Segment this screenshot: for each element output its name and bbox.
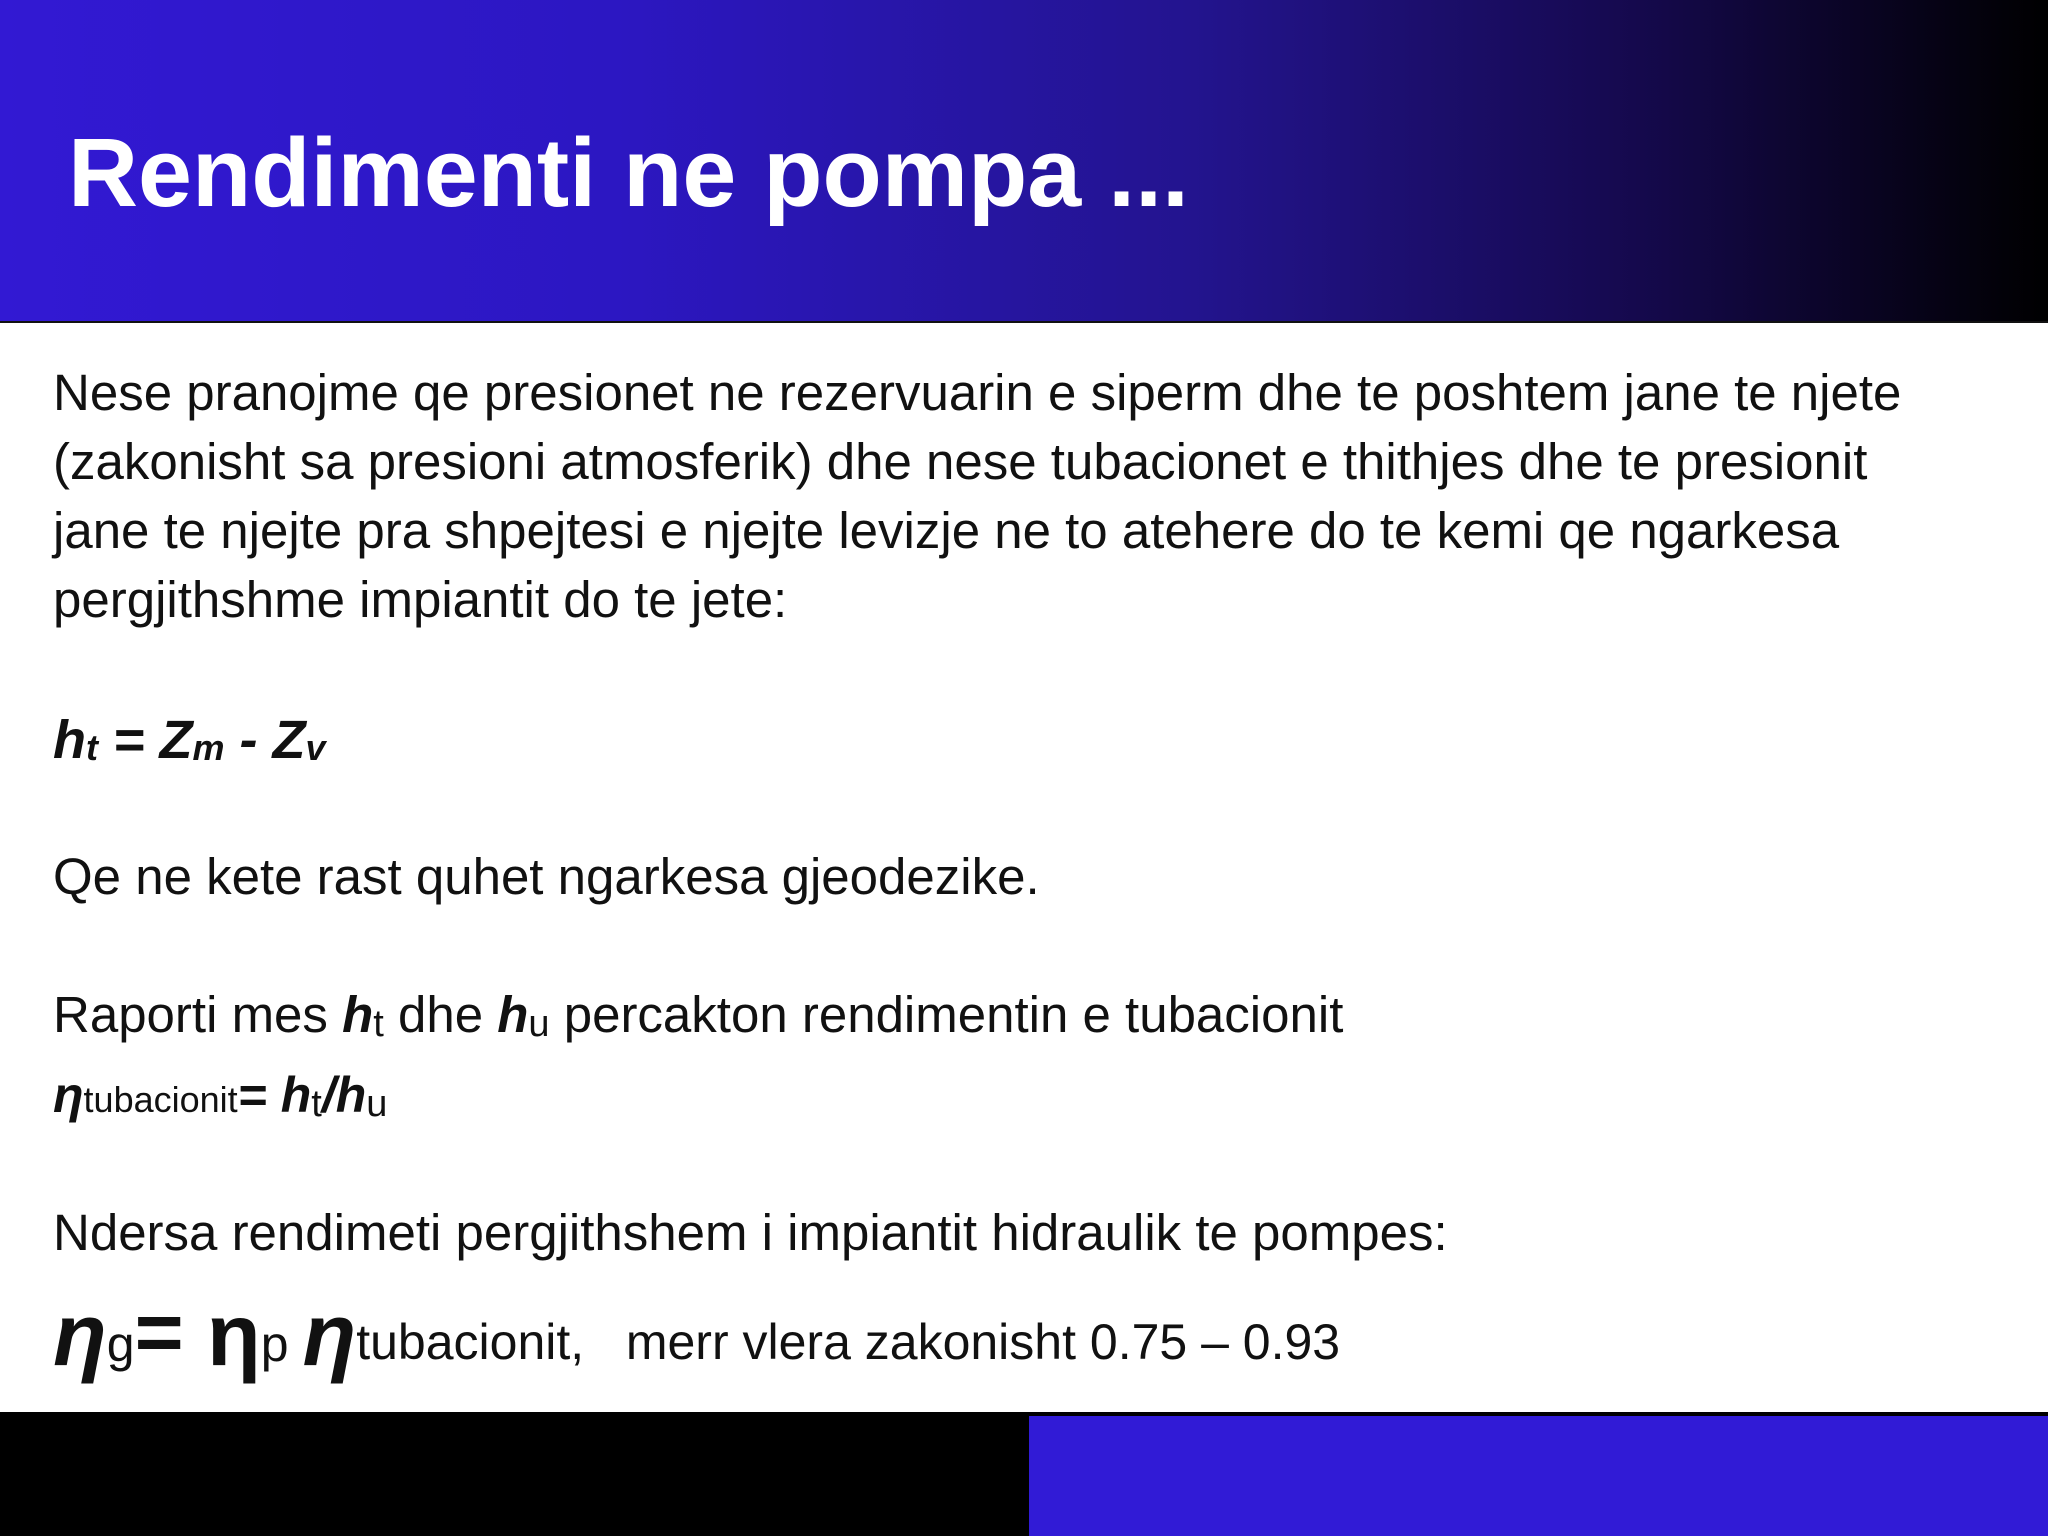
footer-black-band	[0, 1412, 1026, 1536]
ratio-line	[53, 980, 1343, 1059]
eta-tubacionit-formula	[53, 1060, 387, 1139]
eta-t-symbol: η	[302, 1285, 357, 1384]
eta-sub-t: t	[311, 1083, 322, 1125]
ratio-sub-t: t	[373, 1003, 384, 1045]
ratio-suffix: percakton rendimentin e tubacionit	[549, 986, 1344, 1043]
formula-h: h	[53, 710, 86, 770]
ratio-dhe: dhe	[383, 986, 498, 1043]
ratio-h1: h	[342, 986, 374, 1043]
slide-title: Rendimenti ne pompa ...	[68, 118, 1189, 227]
eta-eq-h: = h	[237, 1067, 312, 1123]
eta-g-sub: g	[106, 1316, 135, 1372]
geodetic-head-line: Qe ne kete rast quhet ngarkesa gjeodezike.	[53, 848, 1040, 905]
formula-eq-z: = Z	[98, 710, 193, 770]
slide-body	[53, 358, 1973, 634]
header-band	[0, 0, 2048, 323]
formula-sub-v: v	[305, 727, 326, 768]
final-range-text: merr vlera zakonisht 0.75 – 0.93	[584, 1314, 1341, 1370]
ratio-sub-u: u	[528, 1003, 550, 1045]
eta-g-symbol: η	[53, 1285, 107, 1384]
eta-symbol: η	[53, 1067, 84, 1123]
footer-blue-band	[1026, 1412, 2048, 1536]
ratio-h2: h	[497, 986, 529, 1043]
eta-p-symbol: η	[206, 1285, 261, 1384]
final-equals: =	[134, 1285, 207, 1379]
formula-minus-z: - Z	[224, 710, 306, 770]
eta-p-sub: p	[260, 1316, 289, 1372]
formula-sub-t: t	[86, 727, 98, 768]
overall-efficiency-line: Ndersa rendimeti pergjithshem i impiantit hidraulik te pompes:	[53, 1204, 1448, 1261]
eta-slash-h: /h	[321, 1067, 367, 1123]
ratio-prefix: Raporti mes	[53, 986, 343, 1043]
overall-efficiency-formula	[53, 1282, 1340, 1394]
eta-sub-tubacionit: tubacionit	[83, 1079, 238, 1120]
intro-paragraph: Nese pranojme qe presionet ne rezervuarin e siperm dhe te poshtem jane te njete (zakonisht sa presioni atmosferik) dhe nese tubacionet e thithjes dhe te presionit jane te njejte pra shpejtesi e njejte levizje ne to atehere do te kemi qe ngarkesa pergjithshme impiantit do te jete:	[53, 364, 1902, 628]
eta-sub-u: u	[366, 1083, 388, 1125]
formula-sub-m: m	[192, 727, 225, 768]
eta-t-sub: tubacionit,	[356, 1314, 585, 1370]
formula-ht	[53, 705, 326, 783]
